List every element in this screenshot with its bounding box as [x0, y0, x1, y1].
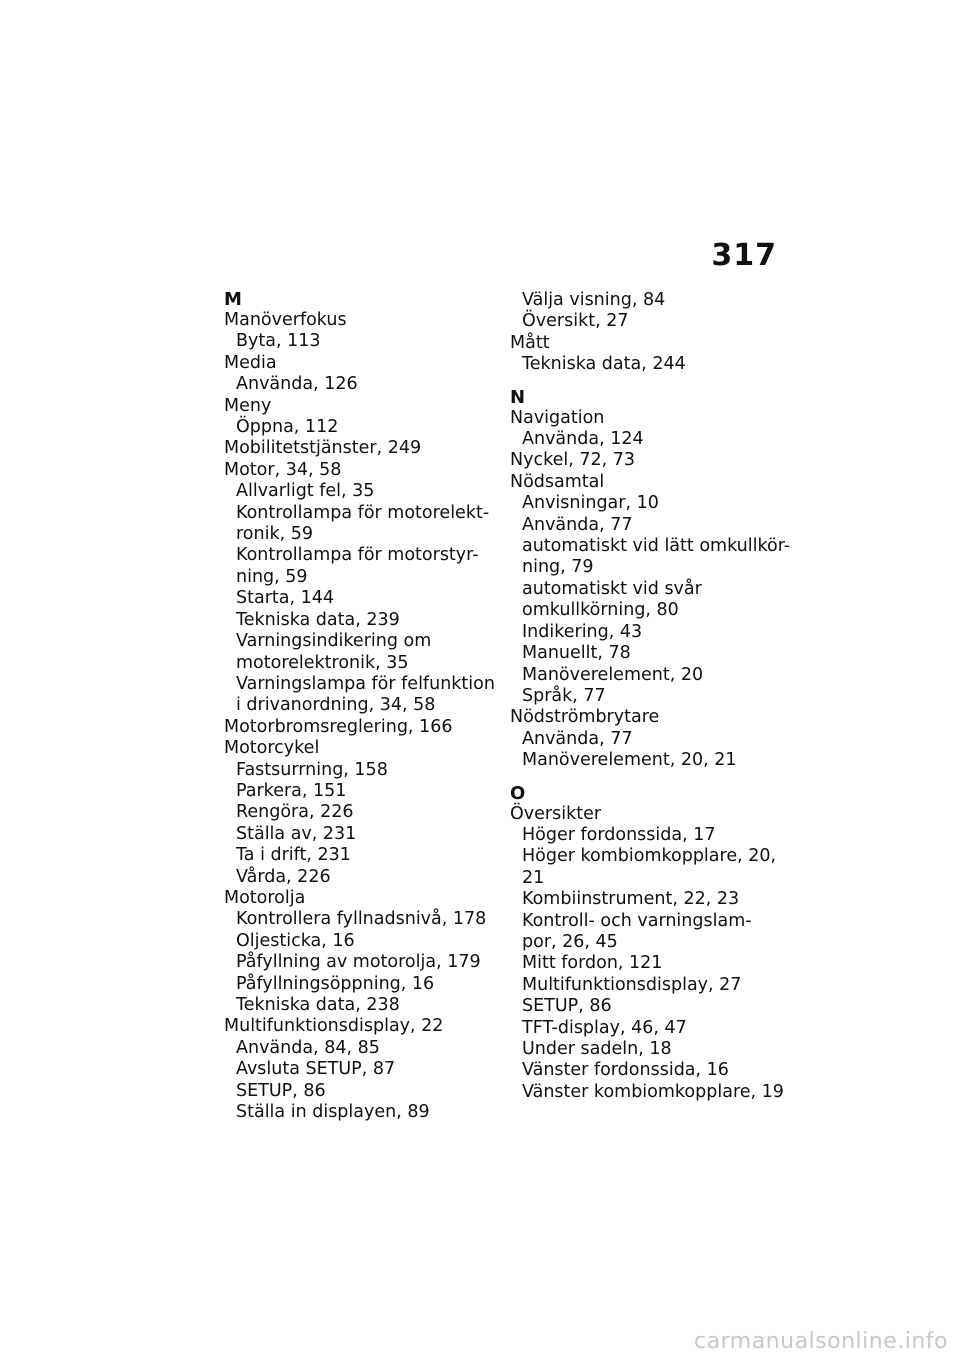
watermark-footer: carmanualsonline.info	[694, 1329, 948, 1354]
index-subentry: Använda, 77	[522, 728, 633, 749]
index-subentry: motorelektronik, 35	[236, 652, 409, 673]
index-entry: Mått	[510, 332, 550, 353]
index-subentry: Vårda, 226	[236, 866, 331, 887]
index-subentry: Manöverelement, 20, 21	[522, 750, 737, 771]
index-subentry: Allvarligt fel, 35	[236, 481, 375, 502]
index-column-left	[224, 290, 494, 1123]
index-subentry: Påfyllningsöppning, 16	[236, 973, 435, 994]
index-subentry: Kontrollera fyllnadsnivå, 178	[236, 909, 487, 930]
index-subentry: ning, 59	[236, 566, 308, 587]
index-subentry: Tekniska data, 244	[522, 354, 686, 375]
index-subentry: Indikering, 43	[522, 621, 643, 642]
index-entry: Översikter	[510, 803, 602, 824]
index-subentry: por, 26, 45	[522, 931, 618, 952]
index-subentry: Kombiinstrument, 22, 23	[522, 889, 740, 910]
index-entry: Mobilitetstjänster, 249	[224, 438, 422, 459]
index-subentry: Varningslampa för felfunktion	[236, 673, 495, 694]
index-subentry: Byta, 113	[236, 331, 321, 352]
index-subentry: ning, 79	[522, 557, 594, 578]
index-subentry: Under sadeln, 18	[522, 1039, 672, 1059]
index-subentry: Öppna, 112	[236, 417, 339, 438]
index-subentry: Kontrollampa för motorstyr-	[236, 545, 479, 566]
index-subentry: i drivanordning, 34, 58	[236, 695, 436, 716]
index-subentry: Tekniska data, 238	[236, 995, 400, 1015]
index-section-letter: O	[510, 782, 526, 804]
index-entry: Navigation	[510, 407, 605, 428]
index-entry: Manöverfokus	[224, 310, 347, 330]
index-entry: Multifunktionsdisplay, 22	[224, 1016, 444, 1037]
index-section-letter: M	[224, 289, 242, 310]
index-subentry: Varningsindikering om	[236, 631, 432, 652]
index-subentry: Ställa in displayen, 89	[236, 1102, 430, 1123]
index-entry: Motor, 34, 58	[224, 459, 342, 480]
index-subentry: Parkera, 151	[236, 780, 347, 801]
index-subentry: Kontrollampa för motorelekt-	[236, 502, 490, 523]
index-entry: Nödströmbrytare	[510, 707, 660, 728]
index-subentry: Rengöra, 226	[236, 802, 354, 823]
index-subentry: Välja visning, 84	[522, 290, 666, 310]
index-entry: Motorcykel	[224, 738, 320, 759]
index-subentry: Manöverelement, 20	[522, 664, 704, 685]
index-subentry: SETUP, 86	[522, 996, 612, 1017]
index-subentry: Avsluta SETUP, 87	[236, 1059, 396, 1080]
index-section-letter: N	[510, 386, 526, 408]
index-subentry: Tekniska data, 239	[236, 609, 400, 630]
index-subentry: Anvisningar, 10	[522, 493, 659, 514]
index-subentry: Ställa av, 231	[236, 823, 357, 844]
index-subentry: Använda, 124	[522, 429, 644, 450]
index-subentry: Multifunktionsdisplay, 27	[522, 974, 742, 995]
index-subentry: Vänster fordonssida, 16	[522, 1060, 729, 1081]
index-entry: Nödsamtal	[510, 471, 605, 492]
index-subentry: Mitt fordon, 121	[522, 953, 663, 974]
index-subentry: Manuellt, 78	[522, 643, 631, 664]
index-subentry: Starta, 144	[236, 588, 335, 609]
index-subentry: Påfyllning av motorolja, 179	[236, 952, 481, 973]
index-entry: Nyckel, 72, 73	[510, 450, 635, 471]
index-subentry: Översikt, 27	[522, 311, 629, 332]
index-subentry: Oljesticka, 16	[236, 930, 355, 951]
index-subentry: Kontroll- och varningslam-	[522, 910, 752, 931]
index-subentry: Använda, 77	[522, 514, 633, 535]
index-entry: Media	[224, 352, 277, 373]
index-subentry: Använda, 84, 85	[236, 1037, 380, 1058]
index-entry: Motorbromsreglering, 166	[224, 716, 453, 737]
index-subentry: TFT-display, 46, 47	[522, 1017, 687, 1038]
index-entry: Meny	[224, 395, 272, 416]
index-subentry: Vänster kombiomkopplare, 19	[522, 1081, 784, 1102]
index-subentry: automatiskt vid lätt omkullkör-	[522, 536, 791, 557]
index-subentry: Ta i drift, 231	[236, 845, 351, 866]
index-column-right	[510, 290, 790, 1103]
index-subentry: Använda, 126	[236, 374, 358, 395]
section-gap	[510, 772, 790, 784]
index-subentry: Språk, 77	[522, 685, 606, 706]
index-subentry: Fastsurrning, 158	[236, 759, 388, 780]
page-number: 317	[711, 238, 777, 273]
index-subentry: 21	[522, 867, 545, 888]
index-entry: Motorolja	[224, 887, 306, 908]
index-subentry: automatiskt vid svår	[522, 578, 702, 599]
section-gap	[510, 376, 790, 388]
index-subentry: SETUP, 86	[236, 1080, 326, 1101]
index-subentry: ronik, 59	[236, 524, 313, 545]
index-subentry: omkullkörning, 80	[522, 600, 679, 621]
index-subentry: Höger kombiomkopplare, 20,	[522, 846, 777, 867]
index-subentry: Höger fordonssida, 17	[522, 824, 716, 845]
